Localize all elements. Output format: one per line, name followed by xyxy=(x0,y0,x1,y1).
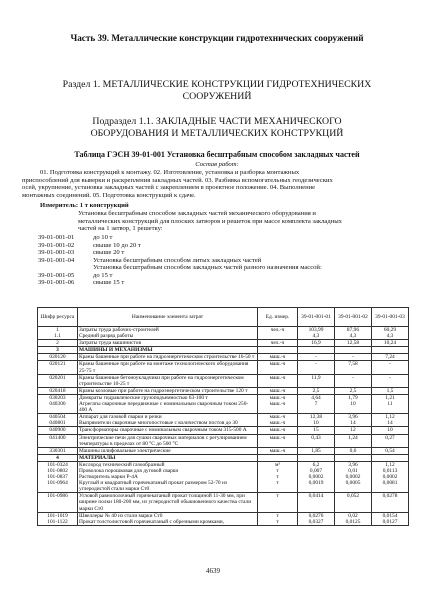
table-row xyxy=(38,414,409,421)
resource-value: 15 xyxy=(298,427,335,434)
resource-code: 040300 xyxy=(38,401,78,414)
resource-name: Швеллеры № 40 из стали марки Ст0 xyxy=(78,512,258,519)
resource-name: МАШИНЫ И МЕХАНИЗМЫ xyxy=(78,347,258,354)
resource-code: 4 xyxy=(38,454,78,461)
resource-value xyxy=(372,454,409,461)
code-row: 39-01-001-01 до 10 т xyxy=(38,234,113,241)
resource-value: 0,0081 xyxy=(372,480,409,493)
table-row xyxy=(38,361,409,374)
resource-value: 0,01 xyxy=(335,468,372,474)
resource-unit: т xyxy=(258,474,298,480)
resource-name: Домкраты гидравлические грузоподъемностью 63-100 т xyxy=(78,394,258,401)
resource-value: 0,0002 xyxy=(335,474,372,480)
resource-name: Краны башенные при работе на гидроэнергетическом строительстве 16-50 т xyxy=(78,354,258,361)
resource-code: 101-0964 xyxy=(38,480,78,493)
side-label xyxy=(4,505,14,595)
resource-value: 4,3 xyxy=(298,333,335,340)
work-composition-line: 01. Подготовка конструкций к монтажу. 02. Изготовление, установка и разборка монтажных xyxy=(40,169,300,176)
col-header: Ед. измер. xyxy=(258,308,298,327)
resource-unit: т xyxy=(258,519,298,526)
section-title-line2: СООРУЖЕНИЙ xyxy=(182,91,252,102)
resource-unit: т xyxy=(258,493,298,512)
resource-name: Аппарат для газовой сварки и резки xyxy=(78,414,258,421)
resource-value: 16,9 xyxy=(298,340,335,347)
resource-unit: маш.-ч xyxy=(258,394,298,401)
resource-value: 14 xyxy=(372,420,409,427)
resource-name: Средний разряд работы xyxy=(78,333,258,340)
resource-value: 0,0005 xyxy=(335,480,372,493)
resource-code: 101-0802 xyxy=(38,468,78,474)
resource-name: Машины шлифовальные электрические xyxy=(78,447,258,454)
resource-code: 020120 xyxy=(38,354,78,361)
resource-code: 101-0986 xyxy=(38,493,78,512)
resource-unit: маш.-ч xyxy=(258,387,298,394)
resource-value: 11 xyxy=(372,401,409,414)
resource-value: - xyxy=(298,354,335,361)
resource-table xyxy=(37,307,409,526)
intro-line: Установка бесштрабным способом закладных частей механического оборудования и xyxy=(78,210,316,217)
resource-name: Электрические печи для сушки сварочных материалов с регулированием температуры в пределах от 80 °С до 500 °С xyxy=(78,434,258,447)
resource-unit: чел.-ч xyxy=(258,340,298,347)
resource-name: Агрегаты сварочные передвижные с номинальным сварочным током 250-400 А xyxy=(78,401,258,414)
resource-code: 101-1019 xyxy=(38,512,78,519)
resource-value: 0,43 xyxy=(298,434,335,447)
resource-code: 1.1 xyxy=(38,333,78,340)
resource-code: 020418 xyxy=(38,387,78,394)
table-row xyxy=(38,387,409,394)
resource-value: - xyxy=(335,374,372,387)
page-number: 4639 xyxy=(206,567,220,575)
resource-value: 3,96 xyxy=(335,414,372,421)
resource-value: 1,85 xyxy=(298,447,335,454)
resource-unit: маш.-ч xyxy=(258,420,298,427)
resource-name: Проволока порошковая для дуговой сварки xyxy=(78,468,258,474)
resource-value: 2,5 xyxy=(298,387,335,394)
resource-value: 4,64 xyxy=(298,394,335,401)
resource-value xyxy=(298,347,335,354)
resource-value: 10 xyxy=(372,427,409,434)
resource-value: 1,21 xyxy=(372,394,409,401)
resource-value: 0,052 xyxy=(335,493,372,512)
resource-value: 0,0113 xyxy=(372,468,409,474)
section-title-line1: Раздел 1. МЕТАЛЛИЧЕСКИЕ КОНСТРУКЦИИ ГИДРОТЕХНИЧЕСКИХ xyxy=(62,79,372,90)
resource-value: 2,5 xyxy=(335,387,372,394)
resource-value: 12,38 xyxy=(298,414,335,421)
resource-code: 101-1122 xyxy=(38,519,78,526)
resource-value: 10 xyxy=(298,420,335,427)
resource-name: Круглый и квадратный горячекатаный прокат размером 52-70 из углеродистой стали марки Ст0 xyxy=(78,480,258,493)
table-row xyxy=(38,333,409,340)
resource-value: 7,24 xyxy=(372,354,409,361)
resource-unit: маш.-ч xyxy=(258,427,298,434)
work-composition-line: осей, укрупнение, установка закладных частей с закреплением в проектное положение. 04. Выполнение xyxy=(22,184,316,192)
resource-value: 12 xyxy=(335,427,372,434)
resource-value: 1,12 xyxy=(372,461,409,468)
part-title: Часть 39. Металлические конструкции гидротехнических сооружений xyxy=(70,33,364,43)
resource-value: 4,3 xyxy=(372,333,409,340)
resource-unit xyxy=(258,333,298,340)
resource-value: 0,0002 xyxy=(372,474,409,480)
resource-value: 6,2 xyxy=(298,461,335,468)
resource-value: 0,0278 xyxy=(372,493,409,512)
resource-value: 10 xyxy=(335,401,372,414)
table-row xyxy=(38,447,409,454)
resource-value: 0,0019 xyxy=(298,480,335,493)
resource-unit: маш.-ч xyxy=(258,414,298,421)
resource-code: 020201 xyxy=(38,374,78,387)
resource-unit: т xyxy=(258,512,298,519)
resource-code: 030203 xyxy=(38,394,78,401)
table-row xyxy=(38,427,409,434)
col-header: 39-01-001-01 xyxy=(298,308,335,327)
resource-code: 101-0324 xyxy=(38,461,78,468)
resource-name: Прокат толстолистовой горячекатаный с обрезными кромками, xyxy=(78,519,258,526)
subsection-title-line2: ОБОРУДОВАНИЯ И МЕТАЛЛИЧЕСКИХ КОНСТРУКЦИЙ xyxy=(90,128,344,139)
code-row: 39-01-001-05 до 15 т xyxy=(38,271,113,279)
resource-value: - xyxy=(298,361,335,374)
resource-unit xyxy=(258,347,298,354)
resource-code: 101-0837 xyxy=(38,474,78,480)
resource-value: 12,58 xyxy=(335,340,372,347)
resource-code: 330301 xyxy=(38,447,78,454)
table-row xyxy=(38,420,409,427)
work-composition-line: монтажных соединений. 05. Подготовка конструкций к сдаче. xyxy=(22,191,196,199)
code-row: 39-01-001-03 свыше 20 т xyxy=(38,249,125,256)
resource-value: 0,02 xyxy=(335,512,372,519)
resource-value: - xyxy=(372,361,409,374)
resource-name: Краны башенные при работе на монтаже технологического оборудования 25-75 т xyxy=(78,361,258,374)
resource-value xyxy=(372,347,409,354)
resource-value: 0,007 xyxy=(298,468,335,474)
resource-code: 040801 xyxy=(38,420,78,427)
resource-unit: т xyxy=(258,480,298,493)
subsection-title xyxy=(18,116,416,140)
table-row xyxy=(38,480,409,493)
resource-code: 040504 xyxy=(38,414,78,421)
resource-code: 3 xyxy=(38,347,78,354)
intro-text xyxy=(78,210,408,233)
resource-value: 4,3 xyxy=(335,333,372,340)
table-row xyxy=(38,434,409,447)
resource-name: Выпрямители сварочные многопостовые с количеством постов до 30 xyxy=(78,420,258,427)
resource-code: 040900 xyxy=(38,427,78,434)
resource-name: Кислород технический газообразный xyxy=(78,461,258,468)
resource-code: 020121 xyxy=(38,361,78,374)
col-header: Наименование элемента затрат xyxy=(78,308,258,327)
table-row xyxy=(38,394,409,401)
resource-name: Растворитель марки Р-4А xyxy=(78,474,258,480)
code-row: Установка бесштрабным способом закладных частей разного назначения массой: xyxy=(93,264,322,271)
resource-value: 0,0125 xyxy=(335,519,372,526)
resource-value: 0,0127 xyxy=(372,519,409,526)
resource-unit: маш.-ч xyxy=(258,361,298,374)
resource-unit: маш.-ч xyxy=(258,434,298,447)
resource-value: 1,79 xyxy=(335,394,372,401)
resource-value: 1,24 xyxy=(335,434,372,447)
resource-unit: маш.-ч xyxy=(258,374,298,387)
table-row xyxy=(38,354,409,361)
resource-value: 60,29 xyxy=(372,327,409,334)
resource-value: - xyxy=(372,374,409,387)
resource-value: 14 xyxy=(335,420,372,427)
resource-unit xyxy=(258,454,298,461)
resource-value: 0,0414 xyxy=(298,493,335,512)
resource-value: - xyxy=(335,354,372,361)
code-row: 39-01-001-04 Установка бесштрабным способом литых закладных частей xyxy=(38,256,262,264)
table-row xyxy=(38,327,409,334)
resource-value: 87,96 xyxy=(335,327,372,334)
resource-name: Угловой равнополочный горячекатаный прокат толщиной 11-30 мм, при ширине полки 180-200 мм, из углеродистой обыкновенного качества стали марки Ст0 xyxy=(78,493,258,512)
work-composition-label: Состав работ: xyxy=(195,161,239,168)
resource-unit: маш.-ч xyxy=(258,354,298,361)
resource-value: 10,24 xyxy=(372,340,409,347)
resource-unit: маш.-ч xyxy=(258,447,298,454)
resource-value: 0,0154 xyxy=(372,512,409,519)
meter-label: Измеритель: 1 т конструкций xyxy=(40,202,129,209)
resource-value: 1,5 xyxy=(372,387,409,394)
work-composition xyxy=(22,169,410,199)
resource-unit: т xyxy=(258,468,298,474)
resource-unit: чел.-ч xyxy=(258,327,298,334)
work-composition-line: приспособлений для выверки и раскрепления закладных частей. 03. Разбивка вспомогательных геодезических xyxy=(22,176,333,184)
table-row xyxy=(38,454,409,461)
table-row xyxy=(38,401,409,414)
table-header-row xyxy=(38,308,409,327)
resource-name: Трансформаторы сварочные с номинальным сварочным током 315-500 А xyxy=(78,427,258,434)
section-title xyxy=(18,79,416,103)
col-header: Шифр ресурса xyxy=(38,308,78,327)
resource-name: Затраты труда рабочих-строителей xyxy=(78,327,258,334)
col-header: 39-01-001-03 xyxy=(372,308,409,327)
resource-value: 7,58 xyxy=(335,361,372,374)
resource-value: 0,27 xyxy=(372,434,409,447)
resource-code: 041400 xyxy=(38,434,78,447)
resource-value xyxy=(298,454,335,461)
table-row xyxy=(38,340,409,347)
table-title: Таблица ГЭСН 39-01-001 Установка бесштрабным способом закладных частей xyxy=(74,150,360,159)
resource-value: 1,12 xyxy=(372,414,409,421)
col-header: 39-01-001-02 xyxy=(335,308,372,327)
resource-name: Краны козловые при работе на гидроэнергетическом строительстве 120 т xyxy=(78,387,258,394)
code-row: 39-01-001-06 свыше 15 т xyxy=(38,279,125,286)
resource-value: 0,0276 xyxy=(298,512,335,519)
subsection-title-line1: Подраздел 1.1. ЗАКЛАДНЫЕ ЧАСТИ МЕХАНИЧЕСКОГО xyxy=(92,116,342,127)
resource-value: 3,96 xyxy=(335,461,372,468)
resource-code: 1 xyxy=(38,327,78,334)
resource-code: 2 xyxy=(38,340,78,347)
table-body xyxy=(38,327,409,526)
resource-value: 103,99 xyxy=(298,327,335,334)
resource-value: 0,54 xyxy=(372,447,409,454)
resource-value: 11,9 xyxy=(298,374,335,387)
resource-value: 0,6 xyxy=(335,447,372,454)
resource-name: МАТЕРИАЛЫ xyxy=(78,454,258,461)
resource-value xyxy=(335,347,372,354)
table-row xyxy=(38,347,409,354)
table-row xyxy=(38,512,409,519)
intro-line: металлических конструкций для плоских затворов и решеток при массе комплекта закладных xyxy=(78,217,342,225)
intro-line: частей на 1 затвор, 1 решетку: xyxy=(78,225,163,233)
resource-value xyxy=(335,454,372,461)
table-row xyxy=(38,493,409,512)
resource-value: 0,0002 xyxy=(298,474,335,480)
table-row xyxy=(38,519,409,526)
resource-name: Затраты труда машинистов xyxy=(78,340,258,347)
resource-name: Краны башенные бетоноукладчики при работе на гидроэнергетическом строительстве 10-25 т xyxy=(78,374,258,387)
table-row xyxy=(38,374,409,387)
resource-unit: м³ xyxy=(258,461,298,468)
table-row xyxy=(38,461,409,468)
resource-value: 0,0327 xyxy=(298,519,335,526)
resource-unit: маш.-ч xyxy=(258,401,298,414)
resource-value: 7 xyxy=(298,401,335,414)
code-row: 39-01-001-02 свыше 10 до 20 т xyxy=(38,241,141,249)
